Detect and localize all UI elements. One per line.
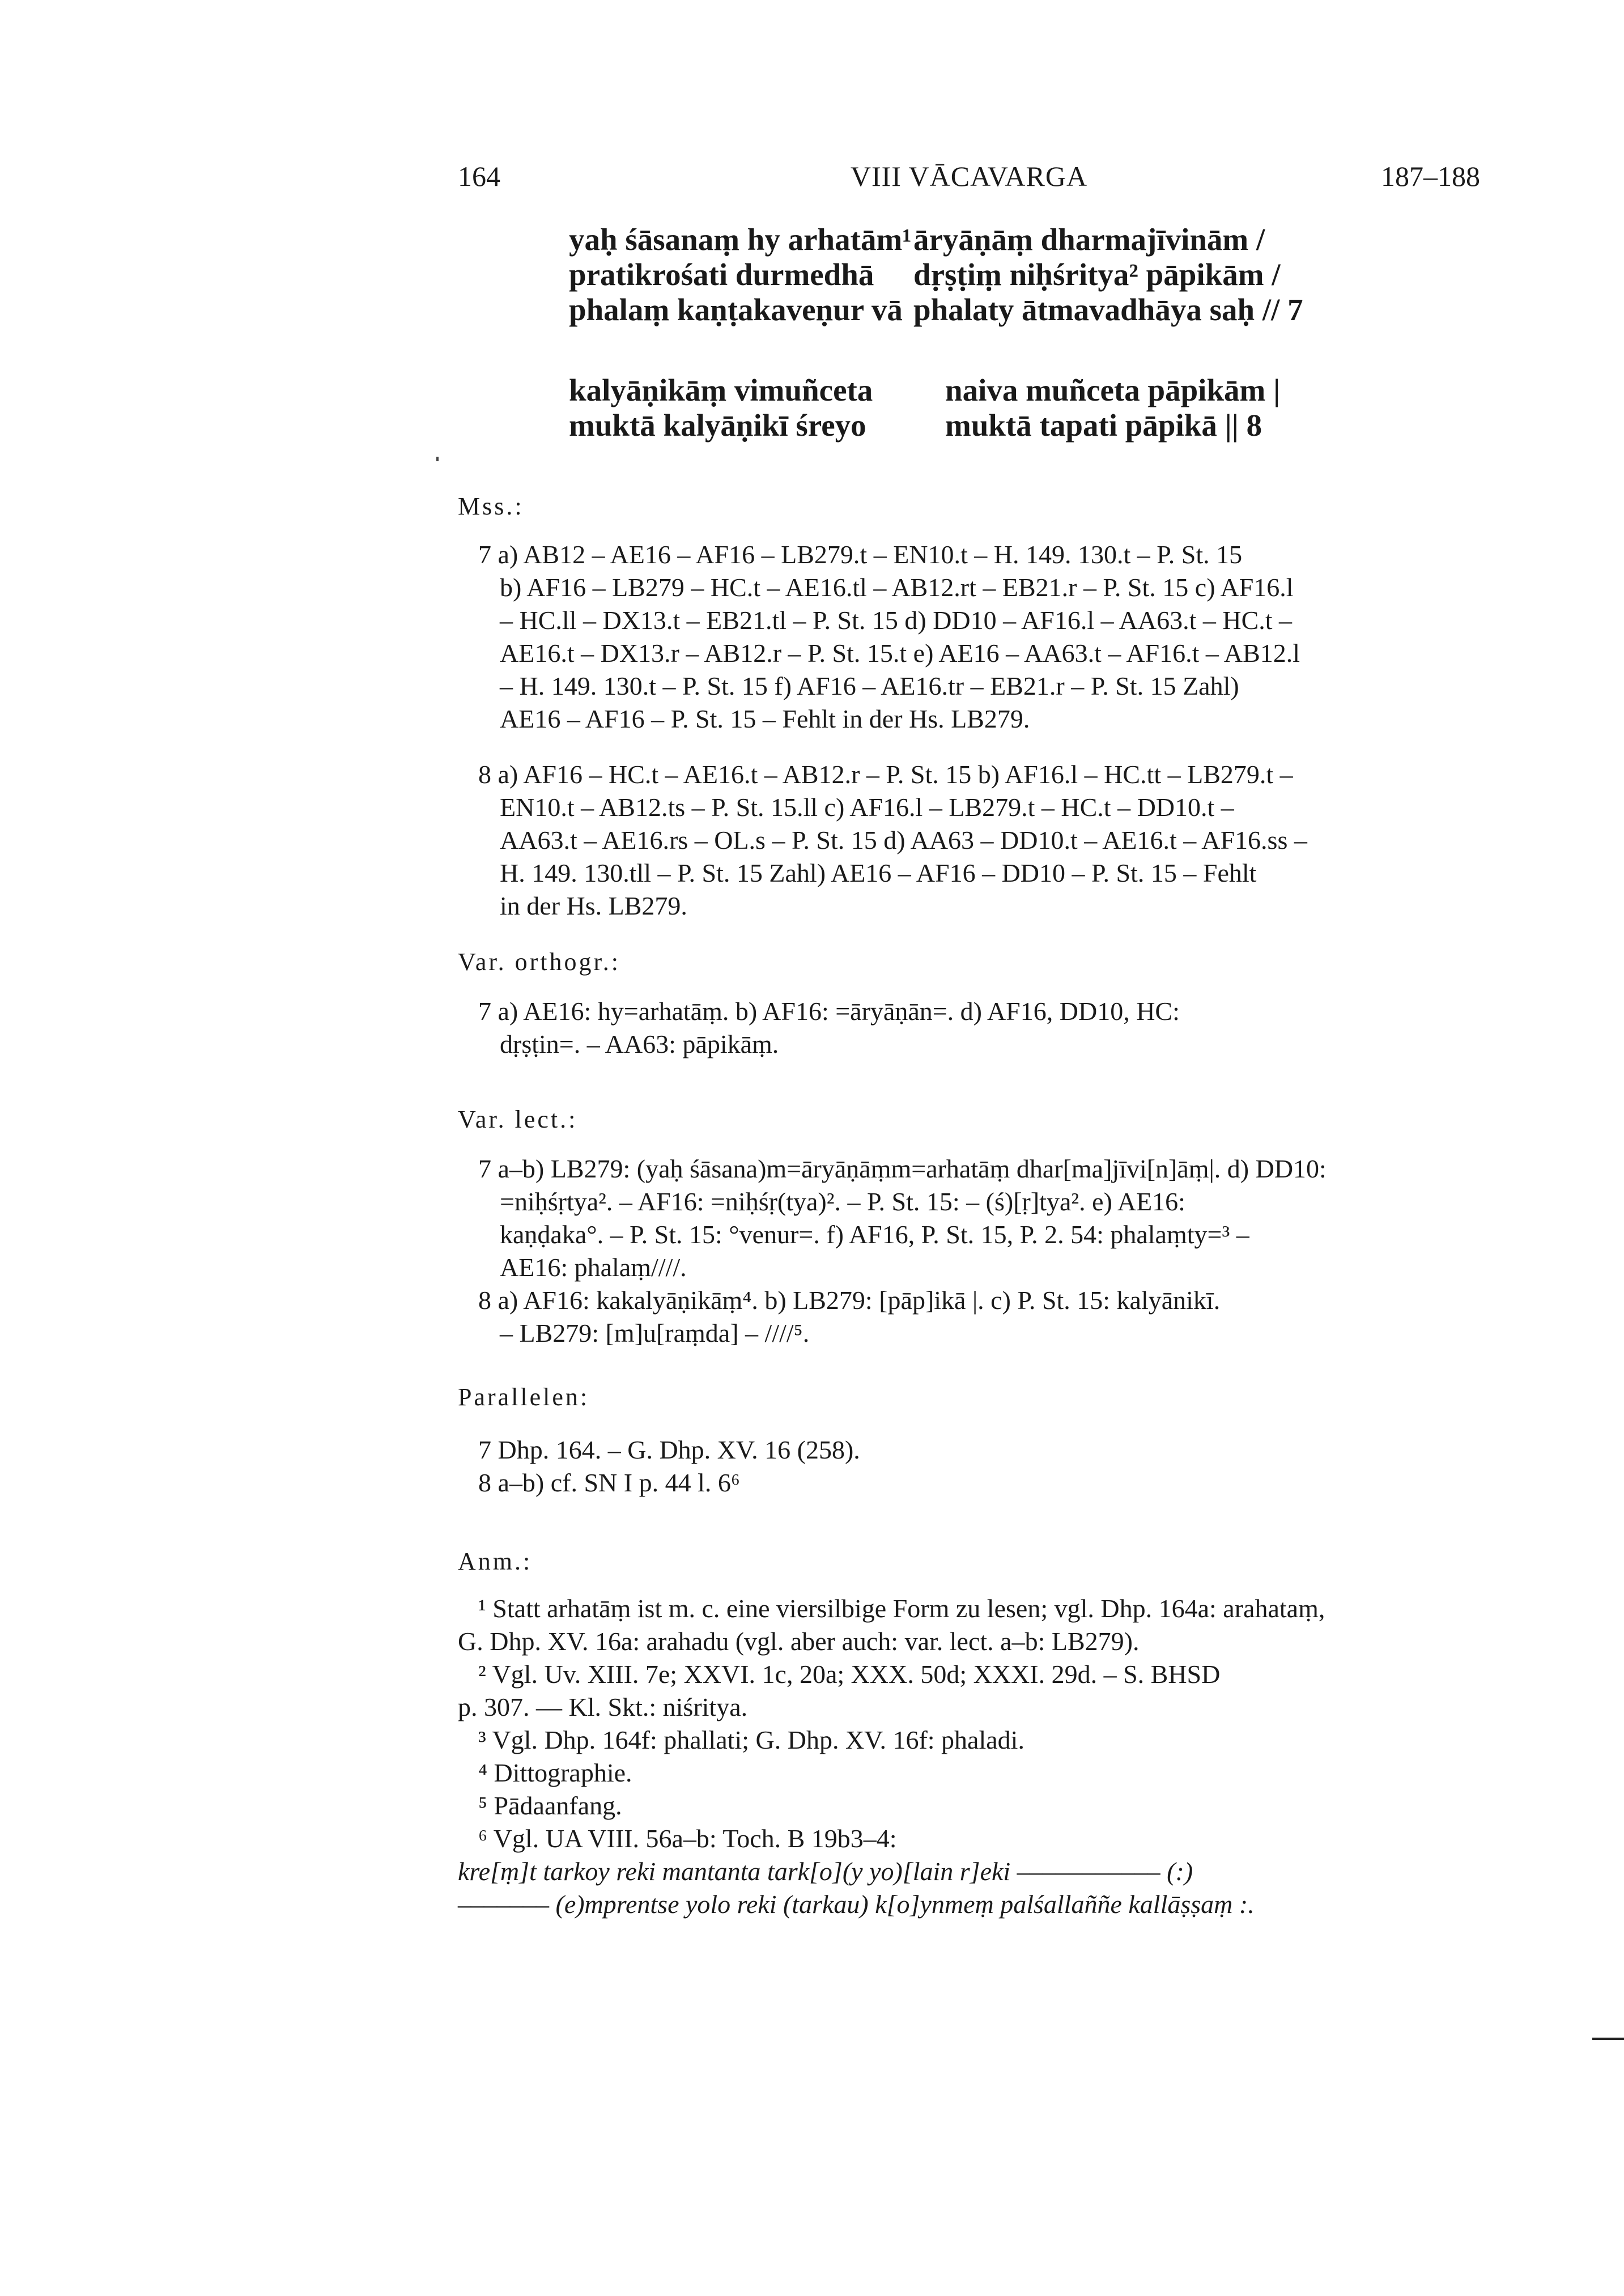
spacer	[458, 735, 1517, 758]
verse-line	[569, 408, 1453, 443]
note-line: ⁴ Dittographie.	[478, 1758, 632, 1787]
var-lect-line: =niḥśṛtya². – AF16: =niḥśṛ(tya)². – P. St. 15: – (ś)[ṛ]tya². e) AE16:	[500, 1187, 1185, 1216]
var-lect-line: AE16: phalaṃ////.	[500, 1253, 687, 1282]
var-lect-line: 8 a) AF16: kakalyāṇikāṃ⁴. b) LB279: [pāp]ikā |. c) P. St. 15: kalyānikī.	[478, 1286, 1221, 1315]
mss-line: – H. 149. 130.t – P. St. 15 f) AF16 – AE16.tr – EB21.r – P. St. 15 Zahl)	[500, 671, 1239, 700]
edge-mark	[1592, 2038, 1624, 2040]
mss-line: b) AF16 – LB279 – HC.t – AE16.tl – AB12.rt – EB21.r – P. St. 15 c) AF16.l	[500, 573, 1294, 602]
pada-b: āryāṇāṃ dharmajīvinām /	[913, 222, 1265, 257]
margin-mark	[436, 457, 439, 461]
verse-7	[569, 222, 1453, 328]
note-line: G. Dhp. XV. 16a: arahadu (vgl. aber auch: var. lect. a–b: LB279).	[458, 1627, 1140, 1656]
note-line: ³ Vgl. Dhp. 164f: phallati; G. Dhp. XV. 16f: phaladi.	[478, 1725, 1024, 1754]
anm-section	[458, 1592, 1517, 1921]
note-line: p. 307. — Kl. Skt.: niśritya.	[458, 1693, 748, 1721]
verse-line	[569, 292, 1453, 328]
mss-line: H. 149. 130.tll – P. St. 15 Zahl) AE16 – AF16 – DD10 – P. St. 15 – Fehlt	[500, 858, 1257, 887]
mss-line: – HC.ll – DX13.t – EB21.tl – P. St. 15 d) DD10 – AF16.l – AA63.t – HC.t –	[500, 606, 1293, 635]
mss-line: AA63.t – AE16.rs – OL.s – P. St. 15 d) AA63 – DD10.t – AE16.t – AF16.ss –	[500, 826, 1307, 854]
parallelen-heading: Parallelen:	[458, 1383, 590, 1411]
note-line: ¹ Statt arhatāṃ ist m. c. eine viersilbige Form zu lesen; vgl. Dhp. 164a: arahataṃ,	[478, 1594, 1325, 1623]
tocharian-line: kre[ṃ]t tarkoy reki mantanta tark[o](y yo)[lain r]eki ––––––––––– (:)	[458, 1857, 1193, 1886]
verse-line	[569, 257, 1453, 292]
pada-a: muktā kalyāṇikī śreyo	[569, 408, 866, 443]
anm-heading: Anm.:	[458, 1547, 533, 1575]
note-line: ⁵ Pādaanfang.	[478, 1791, 622, 1820]
var-lect-line: – LB279: [m]u[raṃda] – ////⁵.	[500, 1319, 810, 1347]
mss-section	[458, 538, 1517, 922]
var-orthogr-line: 7 a) AE16: hy=arhatāṃ. b) AF16: =āryāṇān=. d) AF16, DD10, HC:	[478, 997, 1180, 1026]
parallelen-section	[458, 1434, 1517, 1499]
var-orthogr-section	[458, 995, 1517, 1061]
pada-a: pratikrośati durmedhā	[569, 257, 874, 292]
var-orthogr-line: dṛṣṭin=. – AA63: pāpikāṃ.	[500, 1030, 779, 1058]
var-lect-line: 7 a–b) LB279: (yaḥ śāsana)m=āryāṇāṃm=arhatāṃ dhar[ma]jīvi[n]āṃ|. d) DD10:	[478, 1154, 1327, 1183]
parallel-line: 8 a–b) cf. SN I p. 44 l. 6⁶	[478, 1468, 740, 1497]
mss-line: in der Hs. LB279.	[500, 891, 687, 920]
pada-a: phalaṃ kaṇṭakaveṇur vā	[569, 292, 903, 327]
running-head	[458, 160, 1480, 194]
mss-line: 7 a) AB12 – AE16 – AF16 – LB279.t – EN10.t – H. 149. 130.t – P. St. 15	[478, 540, 1243, 569]
note-line: ⁶ Vgl. UA VIII. 56a–b: Toch. B 19b3–4:	[478, 1824, 897, 1853]
verse-range: 187–188	[1381, 160, 1480, 192]
var-lect-line: kaṇḍaka°. – P. St. 15: °venur=. f) AF16, P. St. 15, P. 2. 54: phalaṃty=³ –	[500, 1220, 1249, 1249]
pada-b: phalaty ātmavadhāya saḥ // 7	[913, 292, 1303, 327]
chapter-title: VIII VĀCAVARGA	[850, 160, 1088, 192]
mss-line: EN10.t – AB12.ts – P. St. 15.ll c) AF16.l – LB279.t – HC.t – DD10.t –	[500, 793, 1234, 822]
page-number: 164	[458, 160, 500, 192]
parallel-line: 7 Dhp. 164. – G. Dhp. XV. 16 (258).	[478, 1435, 860, 1464]
mss-line: AE16 – AF16 – P. St. 15 – Fehlt in der Hs. LB279.	[500, 704, 1030, 733]
pada-a: kalyāṇikāṃ vimuñceta	[569, 373, 873, 407]
pada-a: yaḥ śāsanaṃ hy arhatām¹	[569, 222, 912, 257]
var-lect-heading: Var. lect.:	[458, 1106, 578, 1133]
mss-heading: Mss.:	[458, 492, 524, 520]
note-line: ² Vgl. Uv. XIII. 7e; XXVI. 1c, 20a; XXX. 50d; XXXI. 29d. – S. BHSD	[478, 1660, 1221, 1689]
pada-b: dṛṣṭiṃ niḥśritya² pāpikām /	[913, 257, 1281, 292]
verse-line	[569, 373, 1453, 408]
pada-b: muktā tapati pāpikā || 8	[945, 408, 1262, 443]
var-orthogr-heading: Var. orthogr.:	[458, 948, 620, 976]
tocharian-line: ––––––– (e)mprentse yolo reki (tarkau) k[o]ynmeṃ palśallaññe kallāṣṣaṃ :.	[458, 1890, 1255, 1919]
mss-line: AE16.t – DX13.r – AB12.r – P. St. 15.t e) AE16 – AA63.t – AF16.t – AB12.l	[500, 639, 1300, 667]
var-lect-section	[458, 1153, 1517, 1350]
verse-line	[569, 222, 1453, 257]
verse-block	[569, 222, 1453, 443]
verse-8	[569, 373, 1453, 443]
pada-b: naiva muñceta pāpikām |	[945, 373, 1281, 407]
mss-line: 8 a) AF16 – HC.t – AE16.t – AB12.r – P. St. 15 b) AF16.l – HC.tt – LB279.t –	[478, 760, 1293, 789]
